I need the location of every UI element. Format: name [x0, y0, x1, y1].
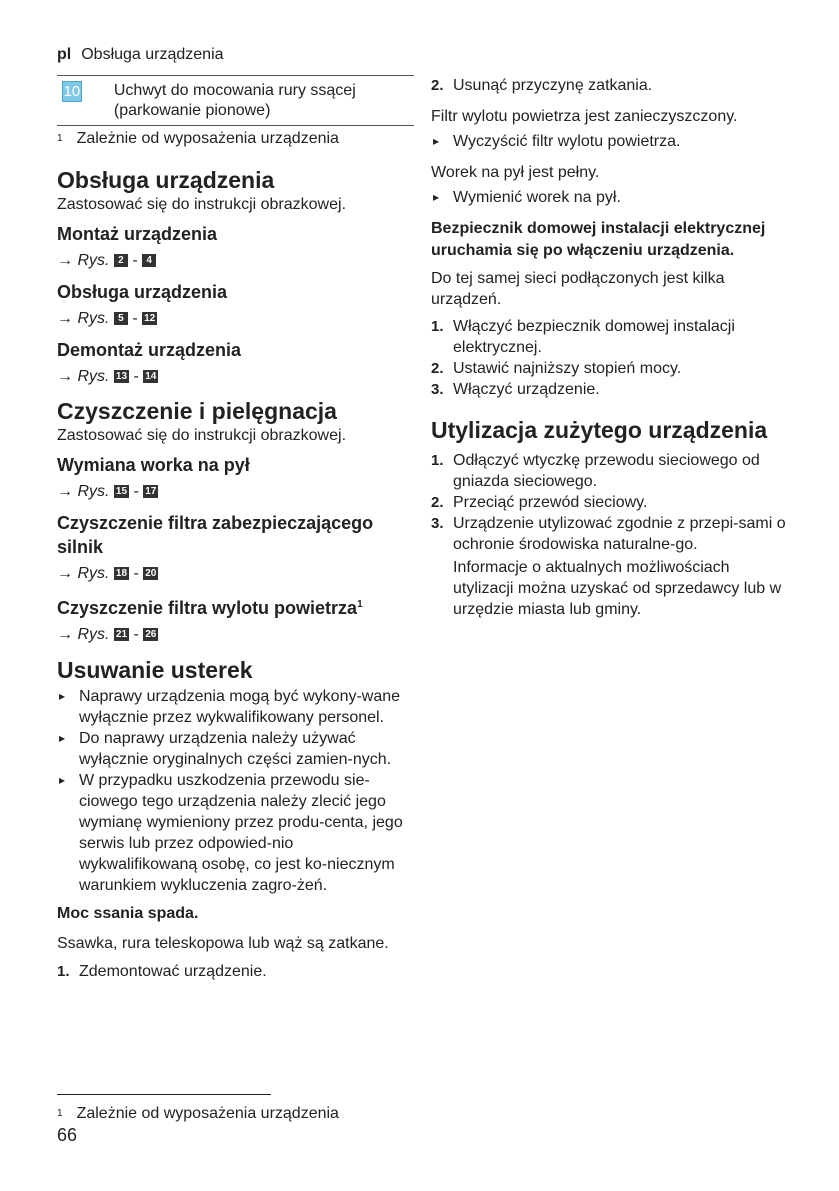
- subsection-title-text: Czyszczenie filtra wylotu powietrza: [57, 598, 358, 618]
- list-item: 1. Odłączyć wtyczkę przewodu sieciowego od gniazda sieciowego.: [431, 452, 760, 490]
- step-text: Usunąć przyczynę zatkania.: [453, 77, 653, 94]
- step-text: Ustawić najniższy stopień mocy.: [453, 360, 682, 377]
- section-title: Usuwanie usterek: [57, 657, 253, 683]
- problem-title: Moc ssania spada.: [57, 905, 199, 922]
- problem-title: Bezpiecznik domowej instalacji elektrycznej uruchamia się po włączeniu urządzenia.: [431, 220, 766, 259]
- step-text: Urządzenie utylizować zgodnie z przepi-sami o ochronie środowiska naturalne-go.: [453, 515, 786, 553]
- bullet-list: [431, 187, 786, 208]
- figure-label: Rys.: [77, 310, 110, 327]
- language-code: pl: [57, 46, 72, 63]
- footnote-divider: [57, 1094, 271, 1095]
- figure-badge: 5: [114, 312, 128, 325]
- figure-badge: 4: [142, 254, 156, 267]
- figure-badge: 12: [144, 313, 156, 325]
- page-footnote: [57, 1104, 414, 1124]
- section-title: Utylizacja zużytego urządzenia: [431, 417, 768, 443]
- step-list: [57, 961, 414, 982]
- right-column: [431, 75, 786, 620]
- step-list: [431, 316, 786, 400]
- step-text: Włączyć urządzenie.: [453, 381, 600, 398]
- figure-reference: → Rys. 21 - 26: [57, 626, 157, 643]
- legend-row: [57, 76, 414, 125]
- footnote-mark: 1: [357, 599, 363, 610]
- legend-number-badge: 10: [63, 83, 81, 100]
- figure-badge: 18: [115, 568, 128, 580]
- subsection-title: Wymiana worka na pył: [57, 455, 250, 475]
- problem-cause: Ssawka, rura teleskopowa lub wąż są zatkane.: [57, 935, 389, 952]
- disposal-info: Informacje o aktualnych możliwościach utylizacji można uzyskać od sprzedawcy lub w urzędzie miasta lub gminy.: [453, 559, 782, 618]
- subsection-title: Montaż urządzenia: [57, 224, 218, 244]
- figure-reference: → Rys. 13 - 14: [57, 368, 157, 385]
- figure-reference: → Rys. 15 - 17: [57, 483, 157, 500]
- section-intro: Zastosować się do instrukcji obrazkowej.: [57, 427, 347, 444]
- section-title: Czyszczenie i pielęgnacja: [57, 398, 337, 424]
- footnote-mark: 1: [57, 1108, 63, 1119]
- figure-badge: 17: [145, 486, 157, 498]
- subsection-title: Czyszczenie filtra zabezpieczającego silnik: [57, 513, 374, 557]
- page-number: 66: [57, 1125, 78, 1145]
- section-operation: [57, 166, 414, 387]
- figure-badge: 15: [115, 486, 128, 498]
- figure-badge: 13: [115, 371, 128, 383]
- legend-footnote: [57, 129, 414, 149]
- section-cleaning: [57, 397, 414, 645]
- section-troubleshooting: [57, 656, 414, 982]
- footnote-text: Zależnie od wyposażenia urządzenia: [76, 1105, 339, 1122]
- section-intro: Zastosować się do instrukcji obrazkowej.: [57, 196, 347, 213]
- figure-badge: 26: [145, 629, 157, 641]
- step-text: Włączyć bezpiecznik domowej instalacji elektrycznej.: [453, 318, 735, 356]
- bullet-list: [431, 131, 786, 152]
- step-text: Zdemontować urządzenie.: [79, 963, 267, 980]
- figure-label: Rys.: [77, 483, 110, 500]
- list-item: ▸ Wymienić worek na pył.: [431, 187, 786, 208]
- subsection-title: Obsługa urządzenia: [57, 282, 228, 302]
- list-item: 1. Włączyć bezpiecznik domowej instalacji elektrycznej.: [431, 318, 735, 356]
- subsection-title: Demontaż urządzenia: [57, 340, 242, 360]
- problem-cause: Worek na pył jest pełny.: [431, 164, 600, 181]
- figure-label: Rys.: [77, 368, 110, 385]
- list-item: 3. Włączyć urządzenie.: [431, 381, 600, 398]
- figure-badge: 21: [115, 629, 128, 641]
- list-item: 3. Urządzenie utylizować zgodnie z przepi-sami o ochronie środowiska naturalne-go.: [431, 515, 786, 553]
- list-item: ▸ Naprawy urządzenia mogą być wykony-wane wyłącznie przez wykwalifikowany personel.: [57, 686, 414, 728]
- footnote-mark: 1: [57, 133, 63, 144]
- figure-label: Rys.: [77, 565, 110, 582]
- list-item: 2. Usunąć przyczynę zatkania.: [431, 77, 653, 94]
- list-item: ▸ W przypadku uszkodzenia przewodu sie-ciowego tego urządzenia należy zlecić jego wymianę wymieniony przez produ-centa, jego serwis lub przez odpowied-nio wykwalifikowaną osobę, co jest ko-niecznym warunkiem wykluczenia zagro-żeń.: [57, 770, 414, 896]
- figure-reference: → Rys. 18 - 20: [57, 565, 157, 582]
- figure-reference: → Rys. 2 - 4: [57, 250, 414, 271]
- legend-text: Uchwyt do mocowania rury ssącej (parkowanie pionowe): [113, 82, 356, 119]
- list-item: ▸ Do naprawy urządzenia należy używać wyłącznie oryginalnych części zamien-nych.: [57, 728, 414, 770]
- problem-cause: Filtr wylotu powietrza jest zanieczyszczony.: [431, 108, 738, 125]
- page-header: [57, 46, 224, 64]
- figure-badge: 14: [145, 371, 157, 383]
- subsection-title: [57, 593, 414, 620]
- figure-badge: 2: [114, 254, 128, 267]
- step-text: Odłączyć wtyczkę przewodu sieciowego od gniazda sieciowego.: [453, 452, 760, 490]
- bullet-list: [57, 686, 414, 896]
- figure-badge: 20: [145, 568, 157, 580]
- list-item: 1. Zdemontować urządzenie.: [57, 963, 267, 980]
- footnote-text: Zależnie od wyposażenia urządzenia: [76, 130, 339, 147]
- figure-label: Rys.: [77, 252, 110, 269]
- list-item: 2. Przeciąć przewód sieciowy.: [431, 494, 648, 511]
- list-item: 2. Ustawić najniższy stopień mocy.: [431, 360, 682, 377]
- list-item: ▸ Wyczyścić filtr wylotu powietrza.: [431, 131, 786, 152]
- header-title: Obsługa urządzenia: [81, 46, 224, 63]
- figure-label: Rys.: [77, 626, 110, 643]
- step-list: [431, 75, 786, 96]
- legend-table: [57, 75, 414, 126]
- section-title: Obsługa urządzenia: [57, 167, 275, 193]
- step-list: [431, 450, 786, 555]
- figure-reference: → Rys. 5 - 12: [57, 310, 156, 327]
- step-text: Przeciąć przewód sieciowy.: [453, 494, 648, 511]
- problem-cause: Do tej samej sieci podłączonych jest kilka urządzeń.: [431, 270, 725, 308]
